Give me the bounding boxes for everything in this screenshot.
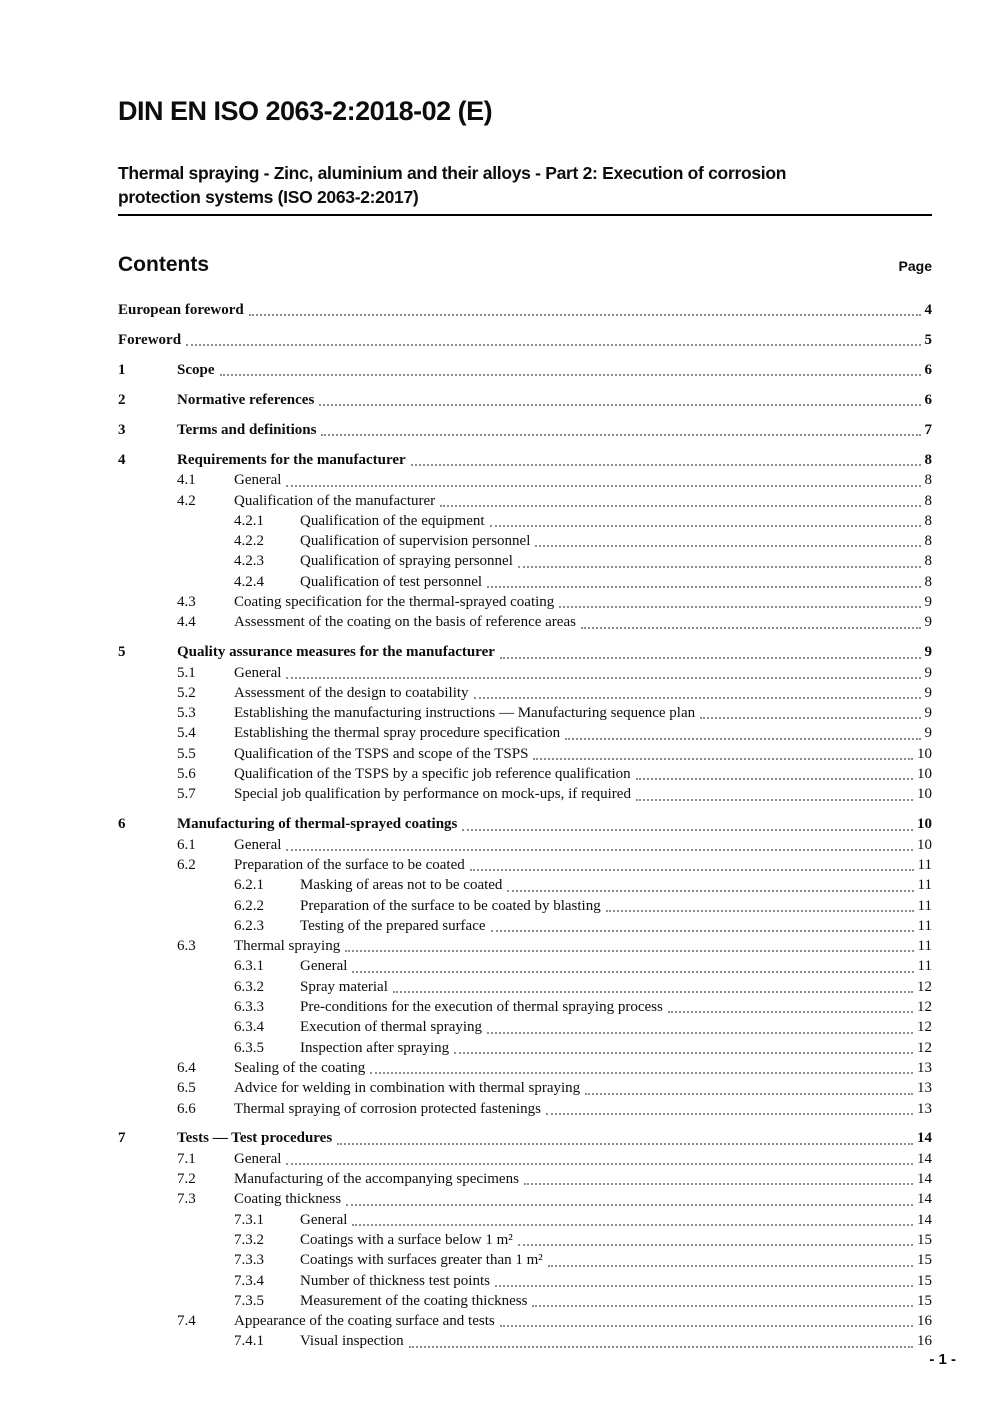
toc-entry-number: 5.2	[177, 684, 196, 701]
contents-header-row	[118, 252, 932, 278]
toc-entry-title: Qualification of the equipment	[300, 512, 485, 529]
dot-leader	[581, 627, 921, 629]
toc-entry-page: 6	[924, 361, 932, 378]
dot-leader	[636, 778, 913, 780]
toc-row	[118, 916, 932, 936]
toc-entry-title: General	[234, 472, 282, 489]
toc-entry-page: 6	[924, 391, 932, 408]
dot-leader	[249, 314, 921, 316]
toc-entry-page: 9	[924, 705, 932, 722]
toc-entry-page: 13	[917, 1100, 932, 1117]
toc-entry-page: 9	[924, 644, 932, 661]
dot-leader	[393, 991, 913, 993]
toc-entry-title: Establishing the thermal spray procedure specification	[234, 725, 561, 742]
toc-entry-number: 5.5	[177, 745, 196, 762]
toc-entry-number: 7.3	[177, 1191, 196, 1208]
toc-entry-page: 12	[917, 999, 932, 1016]
toc-entry-number: 4.2.4	[234, 573, 264, 590]
dot-leader	[440, 505, 920, 507]
toc-row	[118, 1038, 932, 1058]
toc-entry-title: Qualification of test personnel	[300, 573, 483, 590]
toc-entry-title: General	[234, 664, 282, 681]
toc-entry-title: Manufacturing of the accompanying specimens	[234, 1171, 519, 1188]
toc-entry-page: 8	[924, 492, 932, 509]
toc-row	[118, 491, 932, 511]
toc-entry-title: Preparation of the surface to be coated by blasting	[300, 897, 601, 914]
toc-entry-title: Pre-conditions for the execution of thermal spraying process	[300, 999, 663, 1016]
toc-entry-number: 6.2.1	[234, 877, 264, 894]
toc-entry-number: 3	[118, 421, 126, 438]
dot-leader	[636, 799, 913, 801]
toc-entry-title: European foreword	[118, 302, 244, 318]
toc-row	[118, 936, 932, 956]
toc-entry-number: 7.3.4	[234, 1272, 264, 1289]
toc-entry-title: Coating specification for the thermal-sprayed coating	[234, 594, 555, 610]
toc-row	[118, 896, 932, 916]
toc-row	[118, 855, 932, 875]
toc-entry-page: 8	[924, 533, 932, 550]
toc-entry-page: 7	[924, 421, 932, 438]
toc-row	[118, 1058, 932, 1078]
dot-leader	[186, 344, 920, 346]
toc-entry-number: 1	[118, 361, 126, 378]
toc-entry-number: 2	[118, 391, 126, 408]
toc-entry-number: 4.4	[177, 614, 196, 631]
toc-entry-page: 10	[917, 766, 932, 783]
toc-entry-title: Requirements for the manufacturer	[177, 451, 406, 468]
dot-leader	[565, 738, 920, 740]
toc-entry-page: 11	[917, 877, 932, 894]
toc-entry-title: Testing of the prepared surface	[300, 917, 486, 934]
toc-row	[118, 1189, 932, 1209]
toc-row	[118, 420, 932, 440]
toc-entry-title: Terms and definitions	[177, 421, 317, 438]
toc-entry-page: 15	[917, 1292, 932, 1309]
toc-entry-page: 10	[917, 836, 932, 853]
dot-leader	[546, 1113, 913, 1115]
toc-entry-page: 14	[917, 1191, 932, 1208]
toc-entry-number: 4.2.3	[234, 553, 264, 570]
toc-row	[118, 330, 932, 350]
dot-leader	[487, 586, 920, 588]
toc-row	[118, 1017, 932, 1037]
toc-entry-number: 7.3.3	[234, 1252, 264, 1269]
toc-entry-page: 9	[924, 664, 932, 681]
toc-row	[118, 1291, 932, 1311]
toc-entry-title: Coating thickness	[234, 1191, 342, 1208]
dot-leader	[286, 849, 913, 851]
toc-entry-number: 5.6	[177, 766, 196, 783]
toc-entry-page: 14	[917, 1211, 932, 1228]
toc-entry-number: 6	[118, 816, 126, 833]
toc-entry-number: 5.1	[177, 664, 196, 681]
document-title-line-1: Thermal spraying - Zinc, aluminium and their alloys - Part 2: Execution of corrosion	[118, 163, 787, 183]
toc-entry-page: 8	[924, 553, 932, 570]
toc-entry-page: 9	[924, 684, 932, 701]
toc-list	[118, 300, 932, 1352]
toc-entry-title: General	[300, 1211, 348, 1228]
toc-row	[118, 642, 932, 662]
toc-entry-page: 11	[917, 938, 932, 955]
toc-row	[118, 390, 932, 410]
toc-row	[118, 663, 932, 683]
dot-leader	[606, 910, 914, 912]
toc-row	[118, 1149, 932, 1169]
toc-entry-page: 8	[924, 451, 932, 468]
toc-entry-page: 11	[917, 897, 932, 914]
dot-leader	[337, 1143, 913, 1145]
toc-row	[118, 1128, 932, 1148]
toc-row	[118, 612, 932, 632]
toc-entry-title: Number of thickness test points	[300, 1272, 490, 1289]
toc-entry-number: 4	[118, 451, 126, 468]
dot-leader	[500, 1325, 913, 1327]
toc-entry-title: Normative references	[177, 391, 315, 408]
dot-leader	[518, 1244, 913, 1246]
toc-entry-title: Foreword	[118, 331, 182, 348]
toc-entry-number: 6.3.1	[234, 958, 264, 975]
toc-row	[118, 1311, 932, 1331]
toc-entry-page: 9	[924, 594, 932, 610]
toc-entry-number: 6.2.3	[234, 917, 264, 934]
toc-row	[118, 977, 932, 997]
toc-entry-page: 9	[924, 725, 932, 742]
dot-leader	[286, 1163, 913, 1165]
toc-entry-number: 7.4	[177, 1313, 196, 1330]
dot-leader	[585, 1093, 913, 1095]
toc-entry-number: 6.3.5	[234, 1039, 264, 1056]
dot-leader	[470, 869, 914, 871]
toc-entry-page: 10	[917, 816, 932, 833]
toc-row	[118, 1078, 932, 1098]
toc-entry-page: 4	[924, 302, 932, 318]
dot-leader	[500, 657, 921, 659]
toc-entry-number: 7.4.1	[234, 1333, 264, 1350]
toc-entry-title: Manufacturing of thermal-sprayed coatings	[177, 816, 458, 833]
document-number-title: DIN EN ISO 2063-2:2018-02 (E)	[118, 96, 493, 126]
contents-heading: Contents	[118, 253, 209, 276]
toc-entry-page: 8	[924, 573, 932, 590]
toc-entry-title: Advice for welding in combination with thermal spraying	[234, 1080, 581, 1097]
toc-entry-title: Quality assurance measures for the manufacturer	[177, 644, 495, 661]
toc-entry-title: Assessment of the coating on the basis of reference areas	[234, 614, 576, 631]
toc-entry-number: 4.2.1	[234, 512, 264, 529]
dot-leader	[548, 1265, 913, 1267]
toc-entry-page: 13	[917, 1080, 932, 1097]
toc-entry-number: 6.4	[177, 1059, 196, 1076]
toc-entry-page: 12	[917, 1039, 932, 1056]
toc-entry-number: 6.2.2	[234, 897, 264, 914]
toc-row	[118, 531, 932, 551]
toc-entry-number: 6.5	[177, 1080, 196, 1097]
toc-entry-number: 5.4	[177, 725, 196, 742]
dot-leader	[535, 545, 920, 547]
toc-entry-page: 11	[917, 917, 932, 934]
dot-leader	[411, 464, 921, 466]
toc-entry-title: Inspection after spraying	[300, 1039, 450, 1056]
dot-leader	[220, 374, 921, 376]
toc-row	[118, 1210, 932, 1230]
toc-entry-page: 10	[917, 745, 932, 762]
dot-leader	[319, 404, 920, 406]
toc-entry-title: Masking of areas not to be coated	[300, 877, 503, 894]
toc-entry-title: General	[234, 1150, 282, 1167]
toc-entry-title: General	[234, 836, 282, 853]
dot-leader	[352, 971, 913, 973]
toc-entry-title: Appearance of the coating surface and tests	[234, 1313, 495, 1330]
toc-entry-title: Measurement of the coating thickness	[300, 1292, 528, 1309]
toc-row	[118, 1230, 932, 1250]
dot-leader	[487, 1032, 913, 1034]
toc-entry-page: 11	[917, 958, 932, 975]
toc-entry-title: Spray material	[300, 978, 388, 995]
toc-entry-title: Sealing of the coating	[234, 1059, 366, 1076]
dot-leader	[524, 1183, 913, 1185]
toc-entry-title: Tests — Test procedures	[177, 1130, 333, 1147]
toc-entry-page: 13	[917, 1059, 932, 1076]
toc-row	[118, 875, 932, 895]
toc-row	[118, 764, 932, 784]
dot-leader	[352, 1224, 913, 1226]
toc-row	[118, 784, 932, 804]
dot-leader	[345, 950, 913, 952]
toc-entry-page: 14	[917, 1171, 932, 1188]
toc-entry-title: Establishing the manufacturing instructions — Manufacturing sequence plan	[234, 705, 696, 722]
toc-entry-number: 7.1	[177, 1150, 196, 1167]
toc-entry-page: 5	[924, 331, 932, 348]
toc-entry-page: 16	[917, 1333, 932, 1350]
toc-entry-number: 6.3	[177, 938, 196, 955]
toc-entry-page: 8	[924, 472, 932, 489]
toc-entry-number: 5	[118, 644, 126, 661]
dot-leader	[700, 717, 920, 719]
dot-leader	[474, 697, 921, 699]
dot-leader	[491, 930, 914, 932]
toc-entry-number: 7	[118, 1130, 126, 1147]
toc-row	[118, 956, 932, 976]
dot-leader	[532, 1305, 913, 1307]
toc-row	[118, 360, 932, 380]
dot-leader	[668, 1011, 913, 1013]
toc-entry-number: 5.3	[177, 705, 196, 722]
dot-leader	[346, 1204, 913, 1206]
toc-entry-number: 6.3.3	[234, 999, 264, 1016]
toc-row	[118, 683, 932, 703]
toc-entry-title: Visual inspection	[300, 1333, 404, 1350]
toc-entry-title: Qualification of spraying personnel	[300, 553, 513, 570]
toc-entry-page: 15	[917, 1272, 932, 1289]
toc-row	[118, 997, 932, 1017]
toc-row	[118, 1169, 932, 1189]
toc-entry-title: Coatings with surfaces greater than 1 m²	[300, 1252, 543, 1269]
toc-entry-page: 8	[924, 512, 932, 529]
toc-entry-number: 6.3.4	[234, 1019, 264, 1036]
toc-row	[118, 450, 932, 470]
toc-entry-title: Thermal spraying of corrosion protected fastenings	[234, 1100, 541, 1117]
dot-leader	[495, 1285, 913, 1287]
dot-leader	[533, 758, 913, 760]
footer-page-number: - 1 -	[929, 1351, 956, 1368]
toc-entry-page: 15	[917, 1231, 932, 1248]
toc-entry-page: 12	[917, 978, 932, 995]
dot-leader	[454, 1052, 913, 1054]
toc-row	[118, 592, 932, 612]
dot-leader	[462, 829, 913, 831]
toc-row	[118, 470, 932, 490]
dot-leader	[490, 525, 921, 527]
toc-entry-title: Qualification of supervision personnel	[300, 533, 531, 550]
toc-entry-page: 12	[917, 1019, 932, 1036]
toc-entry-title: Thermal spraying	[234, 938, 341, 955]
toc-entry-number: 6.3.2	[234, 978, 264, 995]
toc-entry-title: General	[300, 958, 348, 975]
toc-entry-page: 9	[924, 614, 932, 631]
toc-entry-page: 14	[917, 1150, 932, 1167]
toc-entry-title: Qualification of the manufacturer	[234, 492, 436, 509]
toc-row	[118, 1271, 932, 1291]
toc-entry-number: 7.3.1	[234, 1211, 264, 1228]
toc-entry-number: 7.3.5	[234, 1292, 264, 1309]
toc-entry-title: Assessment of the design to coatability	[234, 684, 469, 701]
toc-entry-title: Qualification of the TSPS by a specific job reference qualification	[234, 766, 631, 783]
toc-row	[118, 1099, 932, 1119]
toc-row	[118, 703, 932, 723]
toc-entry-title: Preparation of the surface to be coated	[234, 856, 465, 873]
toc-row	[118, 835, 932, 855]
toc-entry-number: 6.1	[177, 836, 196, 853]
dot-leader	[286, 485, 920, 487]
toc-row	[118, 511, 932, 531]
toc-entry-number: 4.1	[177, 472, 196, 489]
toc-entry-number: 6.6	[177, 1100, 196, 1117]
toc-entry-number: 7.2	[177, 1171, 196, 1188]
dot-leader	[518, 566, 921, 568]
toc-entry-number: 5.7	[177, 786, 196, 803]
toc-entry-title: Qualification of the TSPS and scope of the TSPS	[234, 745, 529, 762]
dot-leader	[370, 1072, 913, 1074]
toc-row	[118, 572, 932, 592]
document-title-line-2: protection systems (ISO 2063-2:2017)	[118, 187, 419, 207]
toc-entry-number: 4.3	[177, 594, 196, 610]
toc-row	[118, 723, 932, 743]
document-title-block	[118, 161, 932, 216]
toc-row	[118, 744, 932, 764]
toc-row	[118, 1331, 932, 1351]
page-column-label: Page	[898, 258, 932, 274]
toc-row	[118, 300, 932, 320]
toc-entry-title: Special job qualification by performance on mock-ups, if required	[234, 786, 631, 803]
dot-leader	[286, 677, 920, 679]
toc-row	[118, 814, 932, 834]
toc-entry-page: 15	[917, 1252, 932, 1269]
toc-entry-title: Scope	[177, 361, 215, 378]
toc-entry-page: 14	[917, 1130, 932, 1147]
dot-leader	[559, 606, 920, 608]
toc-entry-page: 11	[917, 856, 932, 873]
toc-entry-page: 16	[917, 1313, 932, 1330]
dot-leader	[507, 890, 913, 892]
toc-entry-title: Coatings with a surface below 1 m²	[300, 1231, 513, 1248]
toc-entry-number: 4.2	[177, 492, 196, 509]
dot-leader	[321, 434, 920, 436]
toc-row	[118, 551, 932, 571]
toc-entry-number: 6.2	[177, 856, 196, 873]
toc-entry-title: Execution of thermal spraying	[300, 1019, 483, 1036]
toc-entry-page: 10	[917, 786, 932, 803]
toc-row	[118, 1250, 932, 1270]
dot-leader	[409, 1346, 913, 1348]
toc-entry-number: 7.3.2	[234, 1231, 264, 1248]
toc-entry-number: 4.2.2	[234, 533, 264, 550]
